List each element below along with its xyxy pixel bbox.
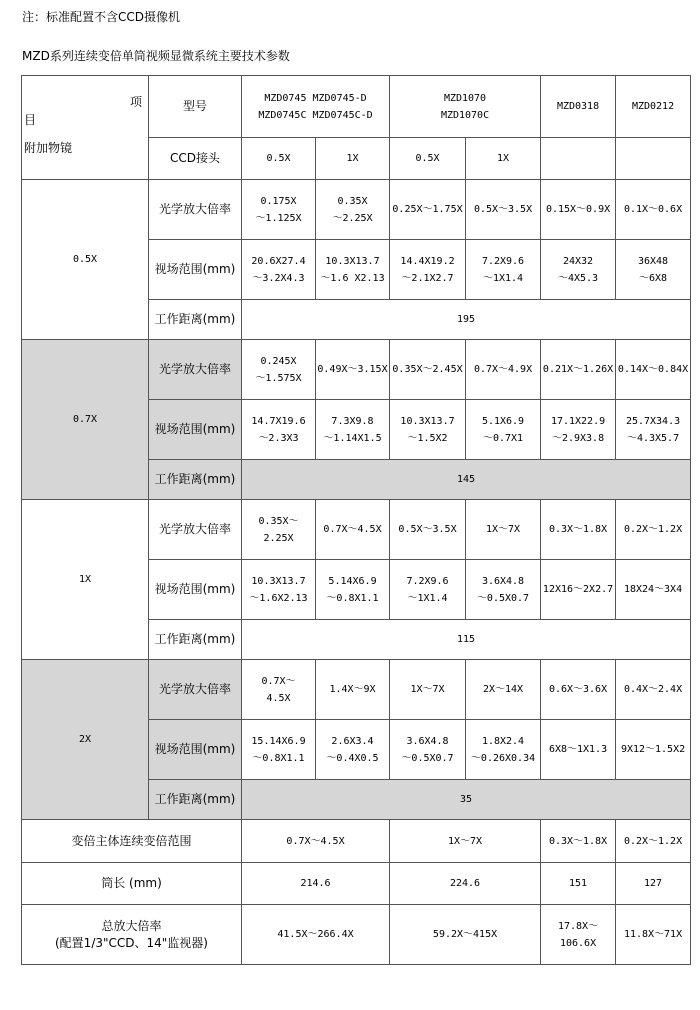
length-value: 151 bbox=[541, 863, 616, 905]
ccd-value: 0.5X bbox=[242, 138, 316, 180]
fov-value: 20.6X27.4 ～3.2X4.3 bbox=[242, 240, 316, 300]
wd-value: 35 bbox=[242, 780, 691, 820]
fov-value: 10.3X13.7 ～1.5X2 bbox=[390, 400, 466, 460]
mag-value: 0.3X～1.8X bbox=[541, 500, 616, 560]
objective-cell: 2X bbox=[22, 660, 149, 820]
mag-value: 1.4X～9X bbox=[316, 660, 390, 720]
fov-value: 9X12～1.5X2 bbox=[616, 720, 691, 780]
model-header: MZD0745 MZD0745-D MZD0745C MZD0745C-D bbox=[242, 76, 390, 138]
mag-value: 2X～14X bbox=[466, 660, 541, 720]
mag-value: 0.21X～1.26X bbox=[541, 340, 616, 400]
mag-value: 0.6X～3.6X bbox=[541, 660, 616, 720]
wd-label: 工作距离(mm) bbox=[149, 780, 242, 820]
length-value: 214.6 bbox=[242, 863, 390, 905]
fov-label: 视场范围(mm) bbox=[149, 240, 242, 300]
objective-cell: 1X bbox=[22, 500, 149, 660]
ccd-label: CCD接头 bbox=[149, 138, 242, 180]
mag-value: 1X～7X bbox=[466, 500, 541, 560]
wd-value: 145 bbox=[242, 460, 691, 500]
mag-label: 光学放大倍率 bbox=[149, 180, 242, 240]
fov-value: 6X8～1X1.3 bbox=[541, 720, 616, 780]
length-label: 筒长 (mm) bbox=[22, 863, 242, 905]
objective-cell: 0.5X bbox=[22, 180, 149, 340]
range-value: 0.3X～1.8X bbox=[541, 820, 616, 863]
mag-value: 0.49X～3.15X bbox=[316, 340, 390, 400]
mag-value: 0.35X～ 2.25X bbox=[242, 500, 316, 560]
fov-value: 2.6X3.4 ～0.4X0.5 bbox=[316, 720, 390, 780]
wd-label: 工作距离(mm) bbox=[149, 620, 242, 660]
range-label: 变倍主体连续变倍范围 bbox=[22, 820, 242, 863]
total-label: 总放大倍率 (配置1/3"CCD、14"监视器) bbox=[22, 905, 242, 965]
range-value: 0.7X～4.5X bbox=[242, 820, 390, 863]
fov-value: 7.2X9.6 ～1X1.4 bbox=[466, 240, 541, 300]
model-header: MZD0212 bbox=[616, 76, 691, 138]
mag-value: 0.5X～3.5X bbox=[390, 500, 466, 560]
mag-label: 光学放大倍率 bbox=[149, 500, 242, 560]
ccd-value bbox=[541, 138, 616, 180]
fov-label: 视场范围(mm) bbox=[149, 400, 242, 460]
range-value: 1X～7X bbox=[390, 820, 541, 863]
mag-value: 1X～7X bbox=[390, 660, 466, 720]
total-value: 41.5X～266.4X bbox=[242, 905, 390, 965]
ccd-value bbox=[616, 138, 691, 180]
mag-value: 0.1X～0.6X bbox=[616, 180, 691, 240]
spec-table bbox=[21, 75, 691, 965]
mag-value: 0.175X ～1.125X bbox=[242, 180, 316, 240]
fov-value: 24X32 ～4X5.3 bbox=[541, 240, 616, 300]
objective-cell: 0.7X bbox=[22, 340, 149, 500]
mag-value: 0.2X～1.2X bbox=[616, 500, 691, 560]
fov-value: 15.14X6.9 ～0.8X1.1 bbox=[242, 720, 316, 780]
wd-label: 工作距离(mm) bbox=[149, 460, 242, 500]
mag-value: 0.14X～0.84X bbox=[616, 340, 691, 400]
fov-value: 7.3X9.8 ～1.14X1.5 bbox=[316, 400, 390, 460]
corner-header bbox=[22, 76, 149, 180]
total-value: 11.8X～71X bbox=[616, 905, 691, 965]
ccd-value: 0.5X bbox=[390, 138, 466, 180]
fov-label: 视场范围(mm) bbox=[149, 560, 242, 620]
mag-value: 0.7X～4.9X bbox=[466, 340, 541, 400]
mag-value: 0.15X～0.9X bbox=[541, 180, 616, 240]
mag-value: 0.5X～3.5X bbox=[466, 180, 541, 240]
mag-value: 0.245X ～1.575X bbox=[242, 340, 316, 400]
wd-label: 工作距离(mm) bbox=[149, 300, 242, 340]
fov-value: 5.14X6.9 ～0.8X1.1 bbox=[316, 560, 390, 620]
fov-value: 14.7X19.6 ～2.3X3 bbox=[242, 400, 316, 460]
range-value: 0.2X～1.2X bbox=[616, 820, 691, 863]
total-value: 17.8X～ 106.6X bbox=[541, 905, 616, 965]
fov-value: 1.8X2.4 ～0.26X0.34 bbox=[466, 720, 541, 780]
ccd-value: 1X bbox=[466, 138, 541, 180]
length-value: 127 bbox=[616, 863, 691, 905]
mag-value: 0.25X～1.75X bbox=[390, 180, 466, 240]
wd-value: 115 bbox=[242, 620, 691, 660]
model-label: 型号 bbox=[149, 76, 242, 138]
corner-label: 目 bbox=[24, 113, 37, 127]
mag-value: 0.7X～ 4.5X bbox=[242, 660, 316, 720]
fov-value: 36X48 ～6X8 bbox=[616, 240, 691, 300]
mag-label: 光学放大倍率 bbox=[149, 340, 242, 400]
mag-value: 0.35X ～2.25X bbox=[316, 180, 390, 240]
corner-label: 附加物镜 bbox=[24, 141, 73, 155]
fov-value: 17.1X22.9 ～2.9X3.8 bbox=[541, 400, 616, 460]
fov-value: 25.7X34.3 ～4.3X5.7 bbox=[616, 400, 691, 460]
mag-value: 0.4X～2.4X bbox=[616, 660, 691, 720]
total-value: 59.2X～415X bbox=[390, 905, 541, 965]
ccd-value: 1X bbox=[316, 138, 390, 180]
length-value: 224.6 bbox=[390, 863, 541, 905]
fov-value: 14.4X19.2 ～2.1X2.7 bbox=[390, 240, 466, 300]
fov-value: 3.6X4.8 ～0.5X0.7 bbox=[466, 560, 541, 620]
table-title: MZD系列连续变倍单筒视频显微系统主要技术参数 bbox=[22, 49, 290, 63]
wd-value: 195 bbox=[242, 300, 691, 340]
model-header: MZD0318 bbox=[541, 76, 616, 138]
mag-value: 0.7X～4.5X bbox=[316, 500, 390, 560]
fov-value: 18X24～3X4 bbox=[616, 560, 691, 620]
fov-value: 12X16～2X2.7 bbox=[541, 560, 616, 620]
model-header: MZD1070 MZD1070C bbox=[390, 76, 541, 138]
fov-value: 5.1X6.9 ～0.7X1 bbox=[466, 400, 541, 460]
mag-value: 0.35X～2.45X bbox=[390, 340, 466, 400]
fov-value: 3.6X4.8 ～0.5X0.7 bbox=[390, 720, 466, 780]
mag-label: 光学放大倍率 bbox=[149, 660, 242, 720]
note: 注：标准配置不含CCD摄像机 bbox=[22, 10, 180, 24]
fov-value: 10.3X13.7 ～1.6 X2.13 bbox=[316, 240, 390, 300]
corner-label: 项 bbox=[129, 95, 142, 109]
fov-value: 10.3X13.7 ～1.6X2.13 bbox=[242, 560, 316, 620]
fov-label: 视场范围(mm) bbox=[149, 720, 242, 780]
fov-value: 7.2X9.6 ～1X1.4 bbox=[390, 560, 466, 620]
